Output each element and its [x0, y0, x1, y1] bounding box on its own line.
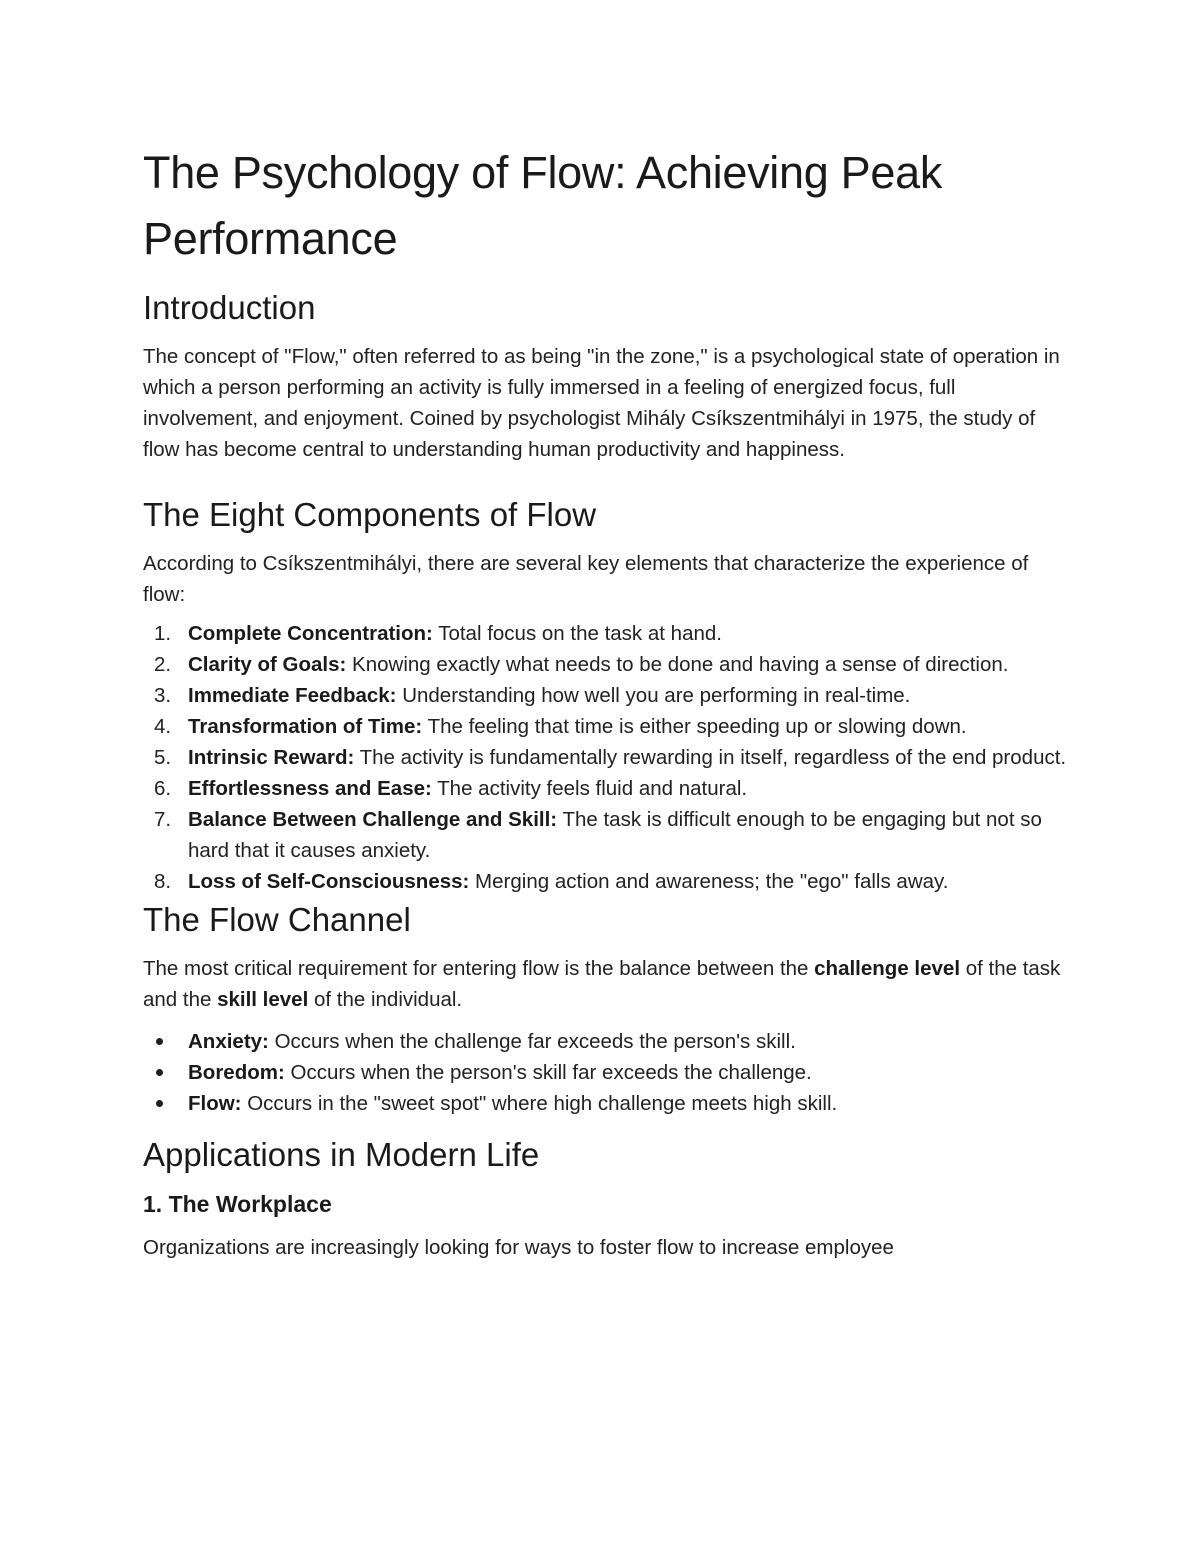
- list-item: [143, 773, 1073, 804]
- emphasis-text: skill level: [217, 988, 309, 1011]
- document-page: [143, 140, 1073, 1263]
- workplace-subheading: 1. The Workplace: [143, 1191, 332, 1217]
- bullet-icon: [156, 1100, 163, 1107]
- flow-channel-heading: The Flow Channel: [143, 901, 411, 938]
- list-item-term: Flow:: [188, 1092, 242, 1115]
- components-list: [143, 618, 1073, 897]
- list-item-term: Complete Concentration:: [188, 622, 433, 645]
- list-item-text: Understanding how well you are performing in real-time.: [396, 684, 911, 707]
- introduction-heading: Introduction: [143, 289, 316, 326]
- list-number: 2.: [154, 653, 172, 676]
- workplace-paragraph: Organizations are increasingly looking for ways to foster flow to increase employee: [143, 1236, 894, 1259]
- list-number: 3.: [154, 684, 172, 707]
- list-item: [143, 742, 1073, 773]
- list-number: 7.: [154, 808, 172, 831]
- list-item-term: Loss of Self-Consciousness:: [188, 870, 470, 893]
- list-item-term: Anxiety:: [188, 1030, 269, 1053]
- list-item-term: Transformation of Time:: [188, 715, 423, 738]
- bullet-icon: [156, 1038, 163, 1045]
- list-item-text: The activity feels fluid and natural.: [431, 777, 748, 800]
- components-heading: The Eight Components of Flow: [143, 496, 597, 533]
- list-number: 1.: [154, 622, 172, 645]
- components-intro-paragraph: According to Csíkszentmihályi, there are several key elements that characterize the experience of flow:: [143, 552, 1029, 606]
- list-item: [143, 649, 1073, 680]
- list-number: 8.: [154, 870, 172, 893]
- list-item: [143, 866, 1073, 897]
- bullet-icon: [156, 1069, 163, 1076]
- list-item: [143, 711, 1073, 742]
- list-item-text: Occurs when the person's skill far exceeds the challenge.: [284, 1061, 812, 1084]
- list-item-text: Merging action and awareness; the "ego" falls away.: [469, 870, 949, 893]
- list-item-term: Effortlessness and Ease:: [188, 777, 432, 800]
- list-number: 6.: [154, 777, 172, 800]
- list-item: [143, 1088, 1073, 1119]
- list-item: [143, 618, 1073, 649]
- list-item-term: Balance Between Challenge and Skill:: [188, 808, 558, 831]
- list-item-term: Intrinsic Reward:: [188, 746, 355, 769]
- list-item-text: Occurs when the challenge far exceeds the person's skill.: [268, 1030, 796, 1053]
- document-title: The Psychology of Flow: Achieving Peak Performance: [143, 147, 943, 264]
- paragraph-text: of the task and the: [143, 957, 1061, 1011]
- flow-states-list: [143, 1026, 1073, 1119]
- list-item-term: Clarity of Goals:: [188, 653, 347, 676]
- list-item-text: Knowing exactly what needs to be done and having a sense of direction.: [346, 653, 1009, 676]
- introduction-paragraph: The concept of "Flow," often referred to as being "in the zone," is a psychological state of operation in which a person performing an activity is fully immersed in a feeling of energized focus, full involvement, and enjoyment. Coined by psychologist Mihály Csíkszentmihályi in 1975, the study of flow has become central to understanding human productivity and happiness.: [143, 345, 1060, 461]
- paragraph-text: The most critical requirement for entering flow is the balance between the: [143, 957, 815, 980]
- list-item: [143, 1026, 1073, 1057]
- list-item-text: Total focus on the task at hand.: [432, 622, 722, 645]
- list-item: [143, 804, 1073, 866]
- emphasis-text: challenge level: [814, 957, 961, 980]
- flow-channel-paragraph: [143, 953, 1073, 1015]
- list-item-text: The feeling that time is either speeding up or slowing down.: [422, 715, 967, 738]
- list-item-text: The activity is fundamentally rewarding in itself, regardless of the end product.: [354, 746, 1067, 769]
- list-item-term: Boredom:: [188, 1061, 285, 1084]
- list-number: 5.: [154, 746, 172, 769]
- list-item: [143, 1057, 1073, 1088]
- list-item: [143, 680, 1073, 711]
- applications-heading: Applications in Modern Life: [143, 1136, 540, 1173]
- list-number: 4.: [154, 715, 172, 738]
- list-item-term: Immediate Feedback:: [188, 684, 397, 707]
- list-item-text: Occurs in the "sweet spot" where high challenge meets high skill.: [241, 1092, 838, 1115]
- list-item-text: The task is difficult enough to be engaging but not so hard that it causes anxiety.: [188, 808, 1042, 862]
- paragraph-text: of the individual.: [308, 988, 463, 1011]
